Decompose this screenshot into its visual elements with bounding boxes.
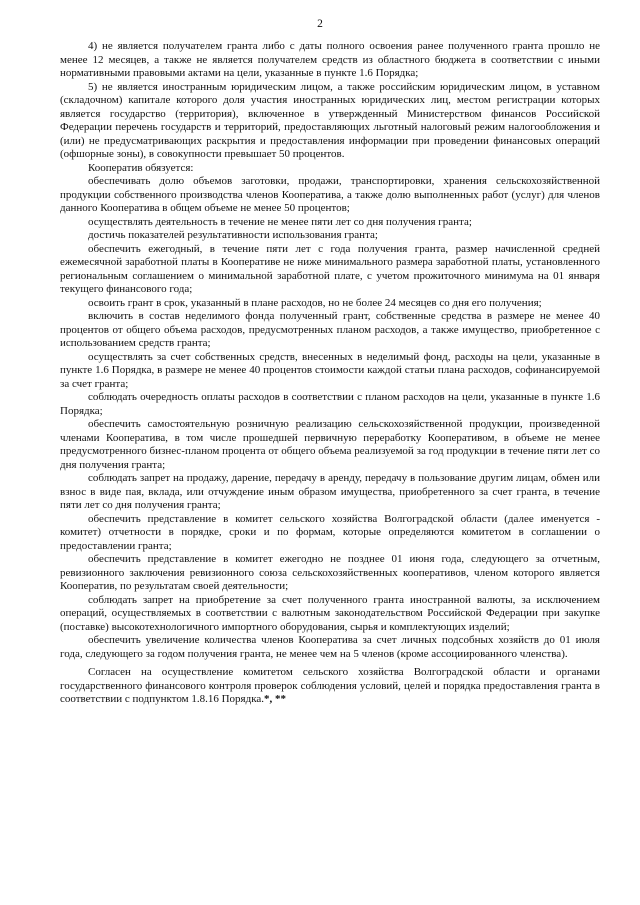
obligation-paragraph: обеспечить увеличение количества членов Кооператива за счет личных подсобных хозяйств до 01 июля года, следующего за годом получения гранта, не менее чем на 5 членов (кроме ассоциированного членства).: [60, 634, 600, 660]
obligation-paragraph: осуществлять за счет собственных средств, внесенных в неделимый фонд, расходы на цели, указанные в пункте 1.6 Порядка, в размере не менее 40 процентов стоимости каждой статьи плана расходов, софинансируемой за счет гранта;: [60, 350, 600, 390]
consent-paragraph: [60, 666, 600, 707]
page-number: 2: [317, 18, 323, 30]
obligation-paragraph: обеспечить представление в комитет ежегодно не позднее 01 июня года, следующего за отчетным, ревизионного заключения ревизионного союза сельскохозяйственных кооперативов, членом которого является Кооператив, по результатам своей деятельности;: [60, 553, 600, 592]
consent-marks: *, **: [264, 693, 286, 705]
obligation-paragraph: освоить грант в срок, указанный в плане расходов, но не более 24 месяцев со дня его получения;: [88, 296, 542, 309]
obligations-heading: Кооператив обязуется:: [88, 161, 194, 174]
obligation-paragraph: соблюдать запрет на продажу, дарение, передачу в аренду, передачу в пользование другим лицам, обмен или взнос в виде пая, вклада, или отчуждение иным образом имущества, приобретенного за счет гранта, в течение пяти лет со дня получения гранта;: [60, 472, 600, 511]
consent-text: Согласен на осуществление комитетом сельского хозяйства Волгоградской области и органами государственного финансового контроля проверок соблюдения условий, целей и порядка предоставления гранта в соответствии с подпунктом 1.8.16 Порядка.: [60, 666, 600, 705]
obligation-paragraph: соблюдать очередность оплаты расходов в соответствии с планом расходов на цели, указанные в пункте 1.6 Порядка;: [60, 391, 600, 417]
obligation-paragraph: включить в состав неделимого фонда полученный грант, собственные средства в размере не менее 40 процентов от общего объема расходов, предусмотренных планом расходов, а также имущество, приобретенное с использованием средств гранта;: [60, 310, 600, 349]
paragraph-item-5: 5) не является иностранным юридическим лицом, а также российским юридическим лицом, в уставном (складочном) капитале которого доля участия иностранных юридических лиц, местом регистрации которых является государство (территория), включенное в утвержденный Министерством финансов Российской Федерации перечень государств и территорий, предоставляющих льготный налоговый режим налогообложения и (или) не предусматривающих раскрытия и предоставления информации при проведении финансовых операций (офшорные зоны), в совокупности превышает 50 процентов.: [60, 80, 600, 160]
obligation-paragraph: обеспечивать долю объемов заготовки, продажи, транспортировки, хранения сельскохозяйственной продукции собственного производства членов Кооператива, а также долю выполненных работ (услуг) для членов данного Кооператива в общем объеме не менее 50 процентов;: [60, 175, 600, 214]
paragraph-item-4: 4) не является получателем гранта либо с даты полного освоения ранее полученного гранта прошло не менее 12 месяцев, а также не является получателем средств из областного бюджета в соответствии с иными нормативными правовыми актами на цели, указанные в пункте 1.6 Порядка;: [60, 40, 600, 79]
obligation-paragraph: обеспечить самостоятельную розничную реализацию сельскохозяйственной продукции, произведенной членами Кооператива, в том числе прошедшей первичную переработку Кооперативом, в объеме не менее предусмотренного бизнес-планом процента от общего объема реализуемой за год продукции в течение пяти лет со дня получения гранта;: [60, 418, 600, 471]
obligation-paragraph: осуществлять деятельность в течение не менее пяти лет со дня получения гранта;: [88, 215, 472, 228]
obligation-paragraph: обеспечить ежегодный, в течение пяти лет с года получения гранта, размер начисленной средней ежемесячной заработной платы в Кооперативе не ниже минимального размера заработной платы, установленного региональным соглашением о минимальной заработной плате, с учетом прожиточного минимума на 01 января текущего финансового года;: [60, 242, 600, 295]
obligation-paragraph: обеспечить представление в комитет сельского хозяйства Волгоградской области (далее именуется - комитет) отчетности в порядке, сроки и по формам, которые определяются комитетом в соглашении о предоставлении гранта;: [60, 512, 600, 552]
obligation-paragraph: достичь показателей результативности использования гранта;: [88, 229, 378, 241]
document-body: [60, 40, 600, 707]
obligation-paragraph: соблюдать запрет на приобретение за счет полученного гранта иностранной валюты, за исключением операций, осуществляемых в соответствии с валютным законодательством Российской Федерации при закупке (поставке) высокотехнологичного импортного оборудования, сырья и комплектующих изделий;: [60, 593, 600, 633]
